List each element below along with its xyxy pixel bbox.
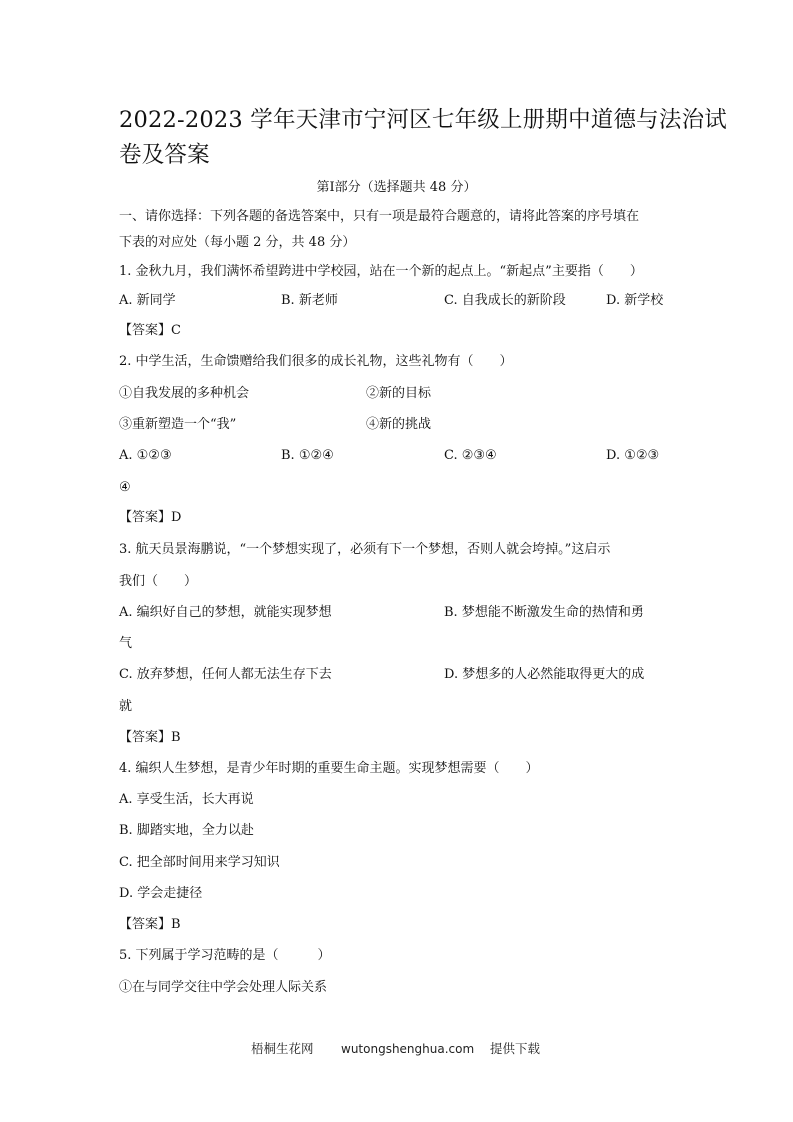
question-3-option-d: D. 梦想多的人必然能取得更大的成 bbox=[444, 667, 645, 682]
question-2-option-a: A. ①②③ bbox=[119, 448, 172, 463]
question-2-option-d: D. ①②③ bbox=[606, 448, 660, 463]
question-2-item-2: ②新的目标 bbox=[366, 386, 432, 401]
question-3-stem-line-2: 我们（ ） bbox=[119, 574, 198, 589]
instructions-line-2: 下表的对应处（每小题 2 分，共 48 分） bbox=[119, 235, 356, 250]
question-3-option-b-wrap: 气 bbox=[119, 636, 133, 651]
question-4-option-b: B. 脚踏实地，全力以赴 bbox=[119, 823, 254, 838]
footer-download-note: 提供下载 bbox=[490, 1041, 541, 1056]
question-3-option-d-wrap: 就 bbox=[119, 699, 133, 714]
question-4-stem: 4. 编织人生梦想，是青少年时期的重要生命主题。实现梦想需要（ ） bbox=[119, 761, 539, 776]
question-4-option-a: A. 享受生活，长大再说 bbox=[119, 792, 254, 807]
question-1-stem: 1. 金秋九月，我们满怀希望跨进中学校园，站在一个新的起点上。“新起点”主要指（ ） bbox=[119, 264, 643, 279]
question-3-stem-line-1: 3. 航天员景海鹏说，“一个梦想实现了，必须有下一个梦想，否则人就会垮掉。”这启示 bbox=[119, 542, 611, 557]
question-3-option-a: A. 编织好自己的梦想，就能实现梦想 bbox=[119, 605, 332, 620]
question-1-option-b: B. 新老师 bbox=[281, 293, 338, 308]
question-2-option-c: C. ②③④ bbox=[444, 448, 497, 463]
question-2-item-1: ①自我发展的多种机会 bbox=[119, 386, 250, 401]
question-2-stem: 2. 中学生活，生命馈赠给我们很多的成长礼物，这些礼物有（ ） bbox=[119, 354, 513, 369]
question-4-option-c: C. 把全部时间用来学习知识 bbox=[119, 855, 280, 870]
section-heading: 第Ⅰ部分（选择题共 48 分） bbox=[316, 180, 477, 195]
question-4-answer: 【答案】B bbox=[119, 917, 181, 932]
question-1-option-c: C. 自我成长的新阶段 bbox=[444, 293, 566, 308]
question-2-item-3: ③重新塑造一个“我” bbox=[119, 417, 237, 432]
question-1-answer: 【答案】C bbox=[119, 323, 181, 338]
question-1-option-d: D. 新学校 bbox=[606, 293, 664, 308]
instructions-line-1: 一、请你选择：下列各题的备选答案中，只有一项是最符合题意的，请将此答案的序号填在 bbox=[119, 209, 640, 224]
question-3-option-b: B. 梦想能不断激发生命的热情和勇 bbox=[444, 605, 644, 620]
question-2-answer: 【答案】D bbox=[119, 510, 182, 525]
question-4-option-d: D. 学会走捷径 bbox=[119, 886, 203, 901]
question-2-item-4: ④新的挑战 bbox=[366, 417, 432, 432]
question-5-stem: 5. 下列属于学习范畴的是（ ） bbox=[119, 948, 331, 963]
footer-url-link[interactable]: wutongshenghua.com bbox=[341, 1042, 475, 1056]
question-2-option-b: B. ①②④ bbox=[281, 448, 334, 463]
footer-site-name: 梧桐生花网 bbox=[251, 1041, 314, 1056]
document-title-line-2: 卷及答案 bbox=[119, 142, 210, 168]
question-2-option-d-wrap: ④ bbox=[119, 480, 131, 495]
question-3-option-c: C. 放弃梦想，任何人都无法生存下去 bbox=[119, 667, 332, 682]
question-1-option-a: A. 新同学 bbox=[119, 293, 176, 308]
document-title-line-1: 2022-2023 学年天津市宁河区七年级上册期中道德与法治试 bbox=[119, 107, 727, 133]
question-3-answer: 【答案】B bbox=[119, 730, 181, 745]
question-5-item-1: ①在与同学交往中学会处理人际关系 bbox=[119, 980, 328, 995]
